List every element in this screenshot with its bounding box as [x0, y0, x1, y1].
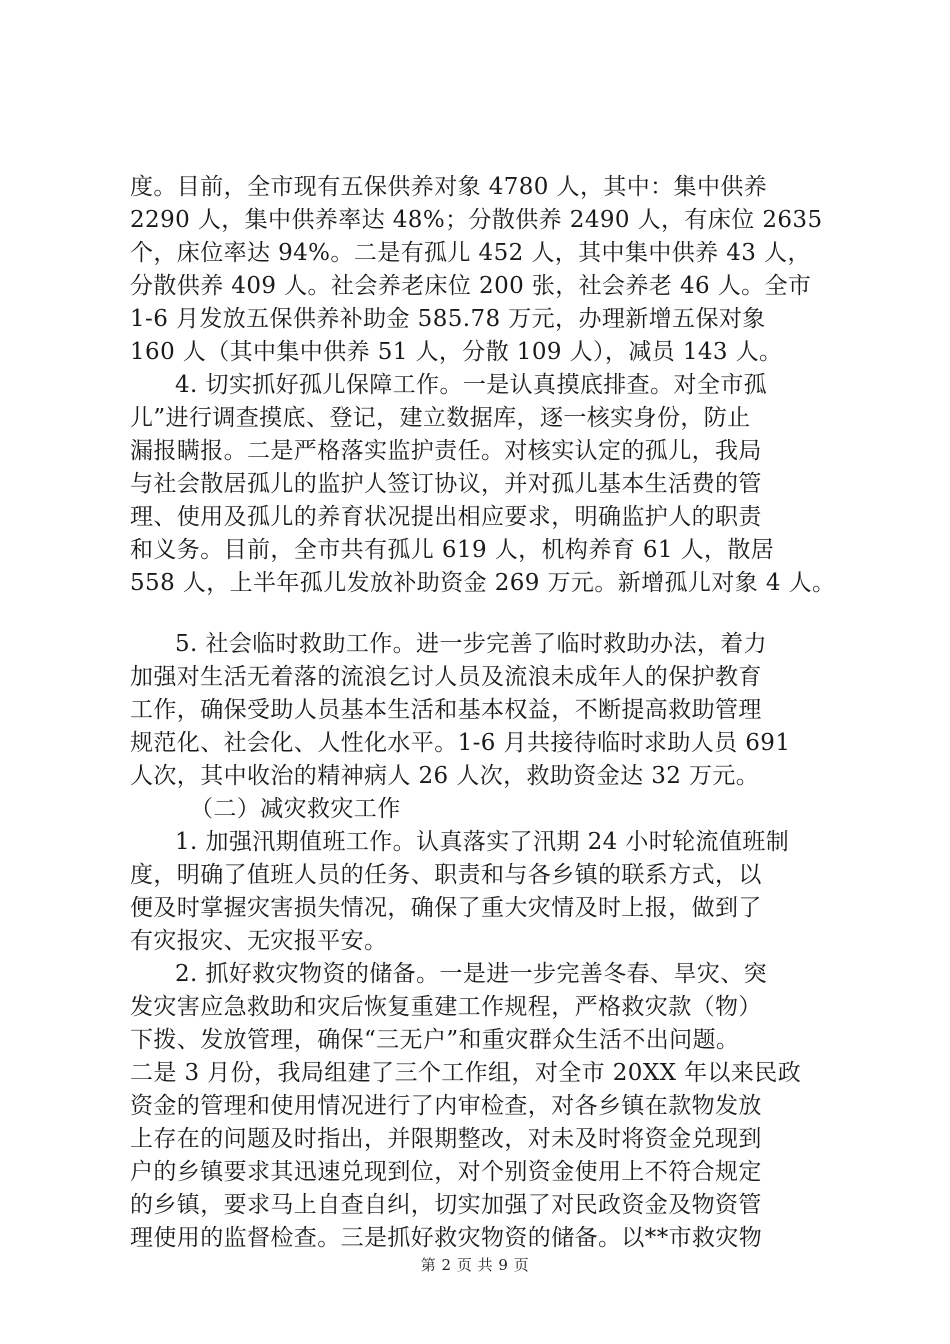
document-body: [130, 171, 836, 1255]
text-line: 160 人（其中集中供养 51 人，分散 109 人），减员 143 人。: [130, 339, 783, 365]
page-number: 第 2 页 共 9 页: [420, 1256, 530, 1274]
paragraph-temporary-relief: [130, 628, 830, 793]
text-line: 度，明确了值班人员的任务、职责和与各乡镇的联系方式，以: [130, 862, 762, 888]
text-line: 上存在的问题及时指出，并限期整改，对未及时将资金兑现到: [130, 1126, 762, 1152]
text-line: 与社会散居孤儿的监护人签订协议，并对孤儿基本生活费的管: [130, 471, 762, 497]
text-line: 个，床位率达 94%。二是有孤儿 452 人，其中集中供养 43 人，: [130, 240, 811, 266]
text-line: 儿”进行调查摸底、登记，建立数据库，逐一核实身份，防止: [130, 405, 751, 431]
section-heading: （二）减灾救灾工作: [190, 796, 401, 822]
text-line: 理、使用及孤儿的养育状况提出相应要求，明确监护人的职责: [130, 504, 762, 530]
text-line: 资金的管理和使用情况进行了内审检查，对各乡镇在款物发放: [130, 1093, 762, 1119]
page-footer: [0, 1254, 950, 1275]
text-line: 的乡镇，要求马上自查自纠，切实加强了对民政资金及物资管: [130, 1192, 762, 1218]
text-line: 便及时掌握灾害损失情况，确保了重大灾情及时上报，做到了: [130, 895, 762, 921]
text-line: 5. 社会临时救助工作。进一步完善了临时救助办法，着力: [175, 631, 768, 657]
text-line: 4. 切实抓好孤儿保障工作。一是认真摸底排查。对全市孤: [175, 372, 768, 398]
paragraph-gap: [130, 600, 830, 628]
text-line: 人次，其中收治的精神病人 26 人次，救助资金达 32 万元。: [130, 763, 760, 789]
text-line: 558 人，上半年孤儿发放补助资金 269 万元。新增孤儿对象 4 人。: [130, 570, 836, 596]
paragraph-wubao-stats: [130, 171, 830, 369]
text-line: 1. 加强汛期值班工作。认真落实了汛期 24 小时轮流值班制: [175, 829, 790, 855]
text-line: 分散供养 409 人。社会养老床位 200 张，社会养老 46 人。全市: [130, 273, 812, 299]
paragraph-orphan-protection: [130, 369, 836, 600]
text-line: 度。目前，全市现有五保供养对象 4780 人，其中：集中供养: [130, 174, 768, 200]
text-line: 工作，确保受助人员基本生活和基本权益，不断提高救助管理: [130, 697, 762, 723]
paragraph-flood-duty: [130, 826, 830, 958]
text-line: 2. 抓好救灾物资的储备。一是进一步完善冬春、旱灾、突: [175, 961, 768, 987]
text-line: 2290 人，集中供养率达 48%；分散供养 2490 人，有床位 2635: [130, 207, 823, 233]
text-line: 漏报瞒报。二是严格落实监护责任。对核实认定的孤儿，我局: [130, 438, 762, 464]
text-line: 规范化、社会化、人性化水平。1-6 月共接待临时求助人员 691: [130, 730, 791, 756]
text-line: 加强对生活无着落的流浪乞讨人员及流浪未成年人的保护教育: [130, 664, 762, 690]
text-line: 二是 3 月份，我局组建了三个工作组，对全市 20XX 年以来民政: [130, 1060, 802, 1086]
text-line: 理使用的监督检查。三是抓好救灾物资的储备。以**市救灾物: [130, 1225, 763, 1251]
text-line: 有灾报灾、无灾报平安。: [130, 928, 388, 954]
text-line: 发灾害应急救助和灾后恢复重建工作规程，严格救灾款（物）: [130, 994, 762, 1020]
paragraph-relief-supplies: [130, 958, 830, 1255]
text-line: 和义务。目前，全市共有孤儿 619 人，机构养育 61 人，散居: [130, 537, 775, 563]
text-line: 1-6 月发放五保供养补助金 585.78 万元，办理新增五保对象: [130, 306, 766, 332]
text-line: 户的乡镇要求其迅速兑现到位，对个别资金使用上不符合规定: [130, 1159, 762, 1185]
text-line: 下拨、发放管理，确保“三无户”和重灾群众生活不出问题。: [130, 1027, 740, 1053]
